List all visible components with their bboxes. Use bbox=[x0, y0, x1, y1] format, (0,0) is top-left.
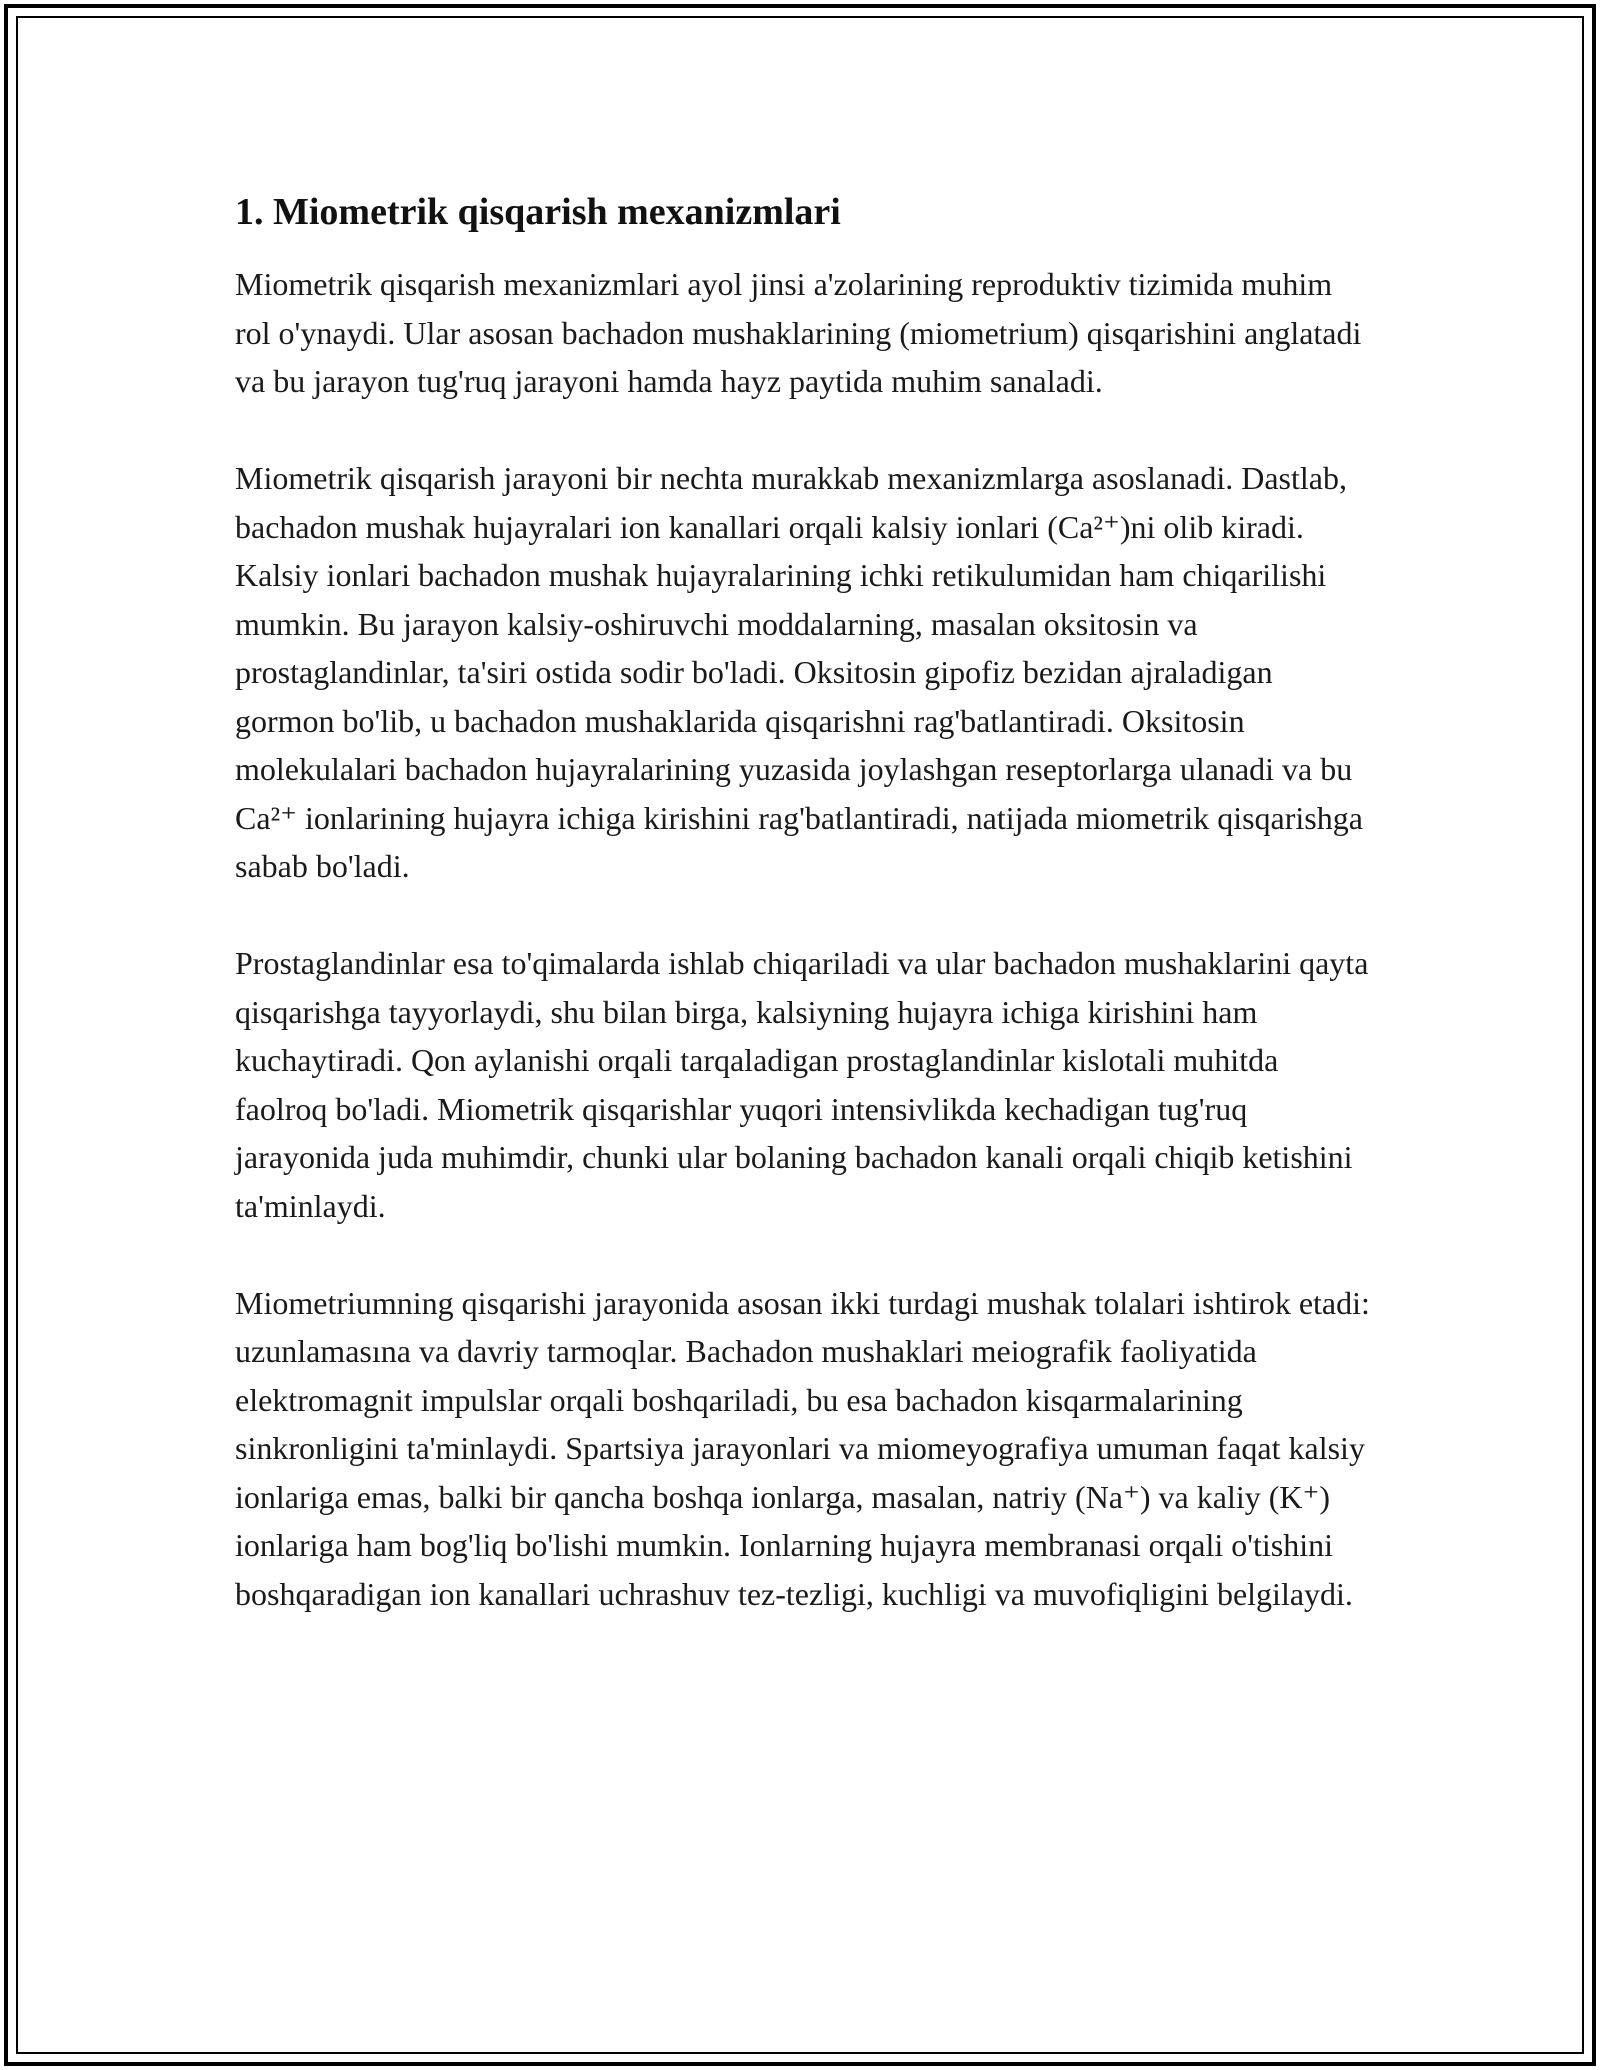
paragraph-prostaglandins: Prostaglandinlar esa to'qimalarda ishlab chiqariladi va ular bachadon mushaklarini qayta qisqarishga tayyorlaydi, shu bilan birga, kalsiyning hujayra ichiga kirishini ham kuchaytiradi. Qon aylanishi orqali tarqaladigan prostaglandinlar kislotali muhitda faolroq bo'ladi. Miometrik qisqarishlar yuqori intensivlikda kechadigan tug'ruq jarayonida juda muhimdir, chunki ular bolaning bachadon kanali orqali chiqib ketishini ta'minlaydi. bbox=[235, 945, 1369, 1224]
document-body bbox=[235, 186, 1375, 1618]
section-heading: 1. Miometrik qisqarish mexanizmlari bbox=[235, 191, 841, 233]
paragraph-muscle-fibers: Miometriumning qisqarishi jarayonida asosan ikki turdagi mushak tolalari ishtirok etadi: uzunlamasına va davriy tarmoqlar. Bachadon mushaklari meiografik faoliyatida elektromagnit impulslar orqali boshqariladi, bu esa bachadon kisqarmalarining sinkronligini ta'minlaydi. Spartsiya jarayonlari va miomeyografiya umuman faqat kalsiy ionlariga emas, balki bir qancha boshqa ionlarga, masalan, natriy (Na⁺) va kaliy (K⁺) ionlariga ham bog'liq bo'lishi mumkin. Ionlarning hujayra membranasi orqali o'tishini boshqaradigan ion kanallari uchrashuv tez-tezligi, kuchligi va muvofiqligini belgilaydi. bbox=[235, 1284, 1370, 1612]
paragraph-intro: Miometrik qisqarish mexanizmlari ayol jinsi a'zolarining reproduktiv tizimida muhim rol o'ynaydi. Ular asosan bachadon mushaklarining (miometrium) qisqarishini anglatadi va bu jarayon tug'ruq jarayoni hamda hayz paytida muhim sanaladi. bbox=[235, 266, 1362, 399]
paragraph-calcium-oxytocin: Miometrik qisqarish jarayoni bir nechta murakkab mexanizmlarga asoslanadi. Dastlab, bachadon mushak hujayralari ion kanallari orqali kalsiy ionlari (Ca²⁺)ni olib kiradi. Kalsiy ionlari bachadon mushak hujayralarining ichki retikulumidan ham chiqarilishi mumkin. Bu jarayon kalsiy-oshiruvchi moddalarning, masalan oksitosin va prostaglandinlar, ta'siri ostida sodir bo'ladi. Oksitosin gipofiz bezidan ajraladigan gormon bo'lib, u bachadon mushaklarida qisqarishni rag'batlantiradi. Oksitosin molekulalari bachadon hujayralarining yuzasida joylashgan reseptorlarga ulanadi va bu Ca²⁺ ionlarining hujayra ichiga kirishini rag'batlantiradi, natijada miometrik qisqarishga sabab bo'ladi. bbox=[235, 460, 1363, 884]
